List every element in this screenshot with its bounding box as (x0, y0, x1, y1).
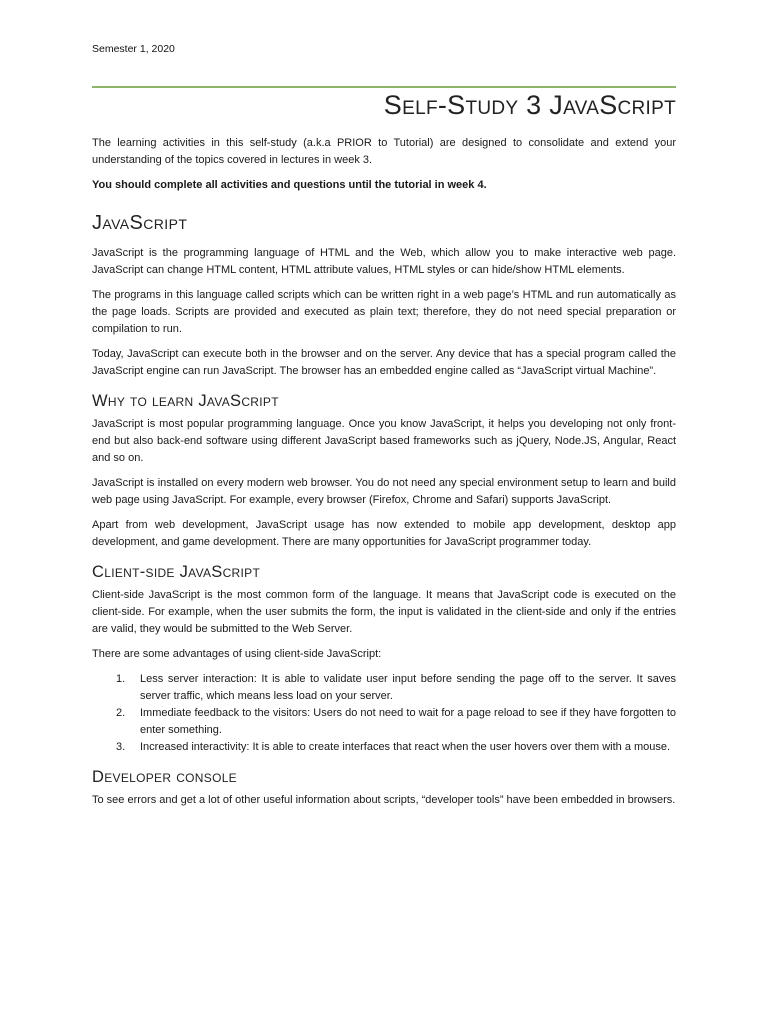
section-heading-client-side: Client-side JavaScript (92, 563, 261, 581)
list-text: Increased interactivity: It is able to create interfaces that react when the user hovers over them with a mouse. (140, 741, 671, 753)
header-rule (92, 86, 676, 88)
section-heading-why-learn: Why to learn JavaScript (92, 392, 279, 410)
list-item (92, 705, 676, 739)
semester-header: Semester 1, 2020 (92, 43, 175, 55)
list-text: Less server interaction: It is able to validate user input before sending the page off to the server. It saves server traffic, which means less load on your server. (140, 673, 676, 702)
document-body (92, 135, 676, 809)
list-item (92, 671, 676, 705)
page-title: Self-Study 3 JavaScript (383, 90, 676, 120)
paragraph: The programs in this language called scripts which can be written right in a web page’s HTML and run automatically as the page loads. Scripts are provided and executed as plain text; therefore, they do not need special preparation or compilation to run. (92, 289, 676, 335)
advantages-list (92, 671, 676, 756)
list-number: 1. (116, 673, 126, 685)
list-item (92, 739, 676, 756)
paragraph: JavaScript is the programming language of HTML and the Web, which allow you to make interactive web page. JavaScript can change HTML content, HTML attribute values, HTML styles or can hide/show HTML elements. (92, 247, 676, 276)
section-heading-developer-console: Developer console (92, 768, 237, 786)
paragraph: There are some advantages of using client-side JavaScript: (92, 648, 382, 660)
paragraph: JavaScript is most popular programming language. Once you know JavaScript, it helps you developing not only front-end but also back-end software using different JavaScript based frameworks such as jQuery, Node.JS, Angular, React and so on. (92, 418, 676, 464)
list-number: 3. (116, 741, 126, 753)
list-number: 2. (116, 707, 126, 719)
paragraph: Client-side JavaScript is the most common form of the language. It means that JavaScript code is executed on the client-side. For example, when the user submits the form, the input is validated in the client-side and only if the entries are valid, they would be submitted to the Web Server. (92, 589, 676, 635)
paragraph: JavaScript is installed on every modern web browser. You do not need any special environment setup to learn and build web page using JavaScript. For example, every browser (Firefox, Chrome and Safari) supports JavaScript. (92, 477, 676, 506)
paragraph: To see errors and get a lot of other useful information about scripts, “developer tools” have been embedded in browsers. (92, 794, 676, 806)
paragraph: Today, JavaScript can execute both in the browser and on the server. Any device that has a special program called the JavaScript engine can run JavaScript. The browser has an embedded engine called as “JavaScript virtual Machine”. (92, 348, 676, 377)
section-heading-javascript: JavaScript (92, 212, 188, 234)
intro-instruction: You should complete all activities and questions until the tutorial in week 4. (92, 179, 487, 191)
intro-paragraph: The learning activities in this self-study (a.k.a PRIOR to Tutorial) are designed to consolidate and extend your understanding of the topics covered in lectures in week 3. (92, 137, 676, 166)
list-text: Immediate feedback to the visitors: Users do not need to wait for a page reload to see if they have forgotten to enter something. (140, 707, 676, 736)
paragraph: Apart from web development, JavaScript usage has now extended to mobile app development, desktop app development, and game development. There are many opportunities for JavaScript programmer today. (92, 519, 676, 548)
